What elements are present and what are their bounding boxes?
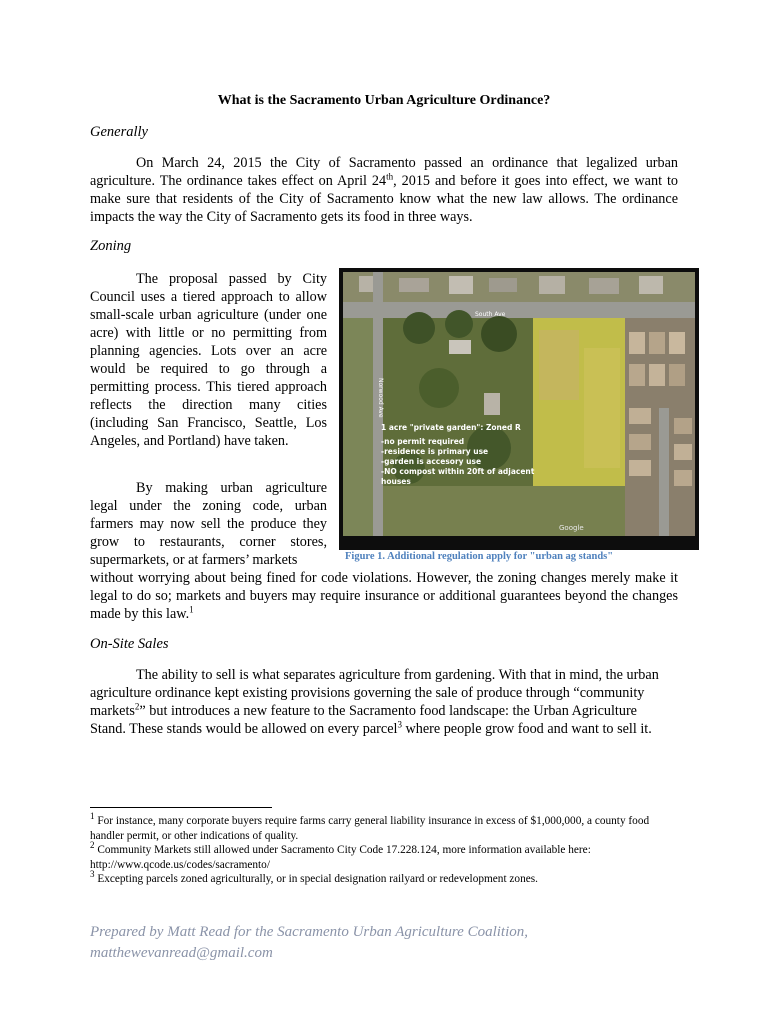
heading-zoning: Zoning: [90, 238, 132, 254]
svg-text:1 acre "private garden": Zoned: 1 acre "private garden": Zoned R: [381, 423, 521, 432]
figure-aerial-map: [339, 268, 699, 550]
footer-email: matthewevanread@gmail.com: [90, 945, 273, 961]
footnote-1: $^1$ For instance, many corporate buyers require farms carry general liability insurance in excess of $1,000,000, a county food handler permit, or other indications of quality.: [90, 811, 650, 842]
svg-text:South Ave: South Ave: [475, 311, 506, 318]
aerial-map-image: [339, 268, 699, 550]
paragraph-zoning-2a: By making urban agriculture legal under the zoning code, urban farmers may now sell the produce they grow to restaurants, corner stores, supermarkets, or at farmers’ markets: [90, 480, 327, 568]
footer-credit: [90, 922, 690, 964]
svg-text:-garden is accesory use: -garden is accesory use: [381, 457, 482, 466]
svg-text:-no permit required: -no permit required: [381, 437, 465, 446]
footnote-2: $^2$ Community Markets still allowed under Sacramento City Code 17.228.124, more information available here: http://www.qcode.us/codes/sacramento/: [90, 840, 591, 871]
svg-text:Google: Google: [559, 524, 584, 532]
page-title: What is the Sacramento Urban Agriculture Ordinance?: [217, 93, 551, 108]
paragraph-generally: On March 24, 2015 the City of Sacramento passed an ordinance that legalized urban agriculture. The ordinance takes effect on April 24th, 2015 and before it goes into effect, we want to make sure that residents of the City of Sacramento know what the new law allows. The ordinance impacts the way the City of Sacramento gets its food in three ways.: [90, 155, 678, 225]
svg-text:-NO compost within 20ft of adj: -NO compost within 20ft of adjacent: [381, 467, 535, 476]
paragraph-onsite-sales: The ability to sell is what separates agriculture from gardening. With that in mind, the urban agriculture ordinance kept existing provisions governing the sale of produce through “community markets$^2$” but introduces a new feature to the Sacramento food landscape: the Urban Agriculture Stand. These stands would be allowed on every parcel$^3$ where people grow food and want to sell it.: [90, 667, 659, 737]
footnote-divider: [90, 807, 272, 808]
svg-text:houses: houses: [381, 477, 411, 486]
figure-caption: Figure 1. Additional regulation apply for "urban ag stands": [345, 551, 614, 562]
svg-text:Norwood Ave: Norwood Ave: [377, 378, 384, 418]
paragraph-zoning-1: The proposal passed by City Council uses a tiered approach to allow small-scale urban agriculture (under one acre) with little or no permitting from planning agencies. Lots over an acre would be required to go through a permitting process. This tiered approach reflects the direction many cities (including San Francisco, Seattle, Los Angeles, and Portland) have taken.: [90, 271, 327, 449]
paragraph-zoning-2b: without worrying about being fined for code violations. However, the zoning changes merely make it legal to do so; markets and buyers may require insurance or additional guarantees beyond the changes made by this law.$^1$: [90, 570, 678, 622]
footer-line-1: Prepared by Matt Read for the Sacramento Urban Agriculture Coalition,: [90, 924, 529, 940]
footnote-3: $^3$ Excepting parcels zoned agriculturally, or in special designation railyard or redevelopment zones.: [90, 869, 538, 885]
heading-onsite-sales: On-Site Sales: [90, 636, 169, 652]
heading-generally: Generally: [90, 124, 148, 140]
footnotes: [90, 811, 670, 887]
svg-text:-residence is primary use: -residence is primary use: [381, 447, 489, 456]
